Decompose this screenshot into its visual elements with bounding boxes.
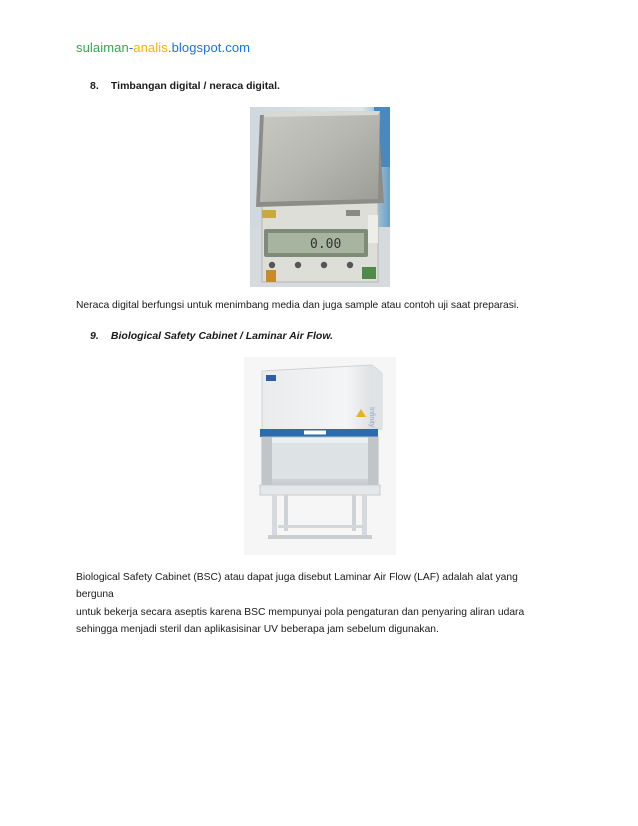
site-name-part: analis bbox=[133, 40, 168, 55]
list-number: 9. bbox=[90, 330, 99, 342]
item-9-description bbox=[76, 569, 556, 639]
site-name-part: - bbox=[128, 40, 134, 55]
list-item-9-heading bbox=[90, 330, 333, 342]
list-item-8-heading bbox=[90, 80, 280, 92]
site-header[interactable] bbox=[76, 40, 250, 55]
site-name-part: blogspot.com bbox=[171, 40, 251, 55]
description-line: Biological Safety Cabinet (BSC) atau dapat juga disebut Laminar Air Flow (LAF) adalah alat yang berguna bbox=[76, 572, 518, 601]
list-number: 8. bbox=[90, 80, 99, 92]
site-name-part: sulaiman bbox=[76, 40, 129, 55]
description-line: untuk bekerja secara aseptis karena BSC mempunyai pola pengaturan dan penyaring aliran udara bbox=[76, 606, 525, 618]
site-name-part: . bbox=[167, 40, 172, 55]
list-item-title: Timbangan digital / neraca digital. bbox=[110, 80, 280, 92]
digital-scale-photo bbox=[250, 107, 390, 287]
svg-text:Infinity: Infinity bbox=[368, 407, 375, 428]
list-item-title: Biological Safety Cabinet / Laminar Air Flow. bbox=[110, 330, 334, 342]
item-8-description: Neraca digital berfungsi untuk menimbang media dan juga sample atau contoh uji saat preparasi. bbox=[76, 300, 520, 311]
biological-safety-cabinet-photo bbox=[244, 357, 396, 555]
svg-text:0.00: 0.00 bbox=[310, 237, 342, 252]
description-line: sehingga menjadi steril dan aplikasisinar UV beberapa jam sebelum digunakan. bbox=[76, 624, 439, 636]
